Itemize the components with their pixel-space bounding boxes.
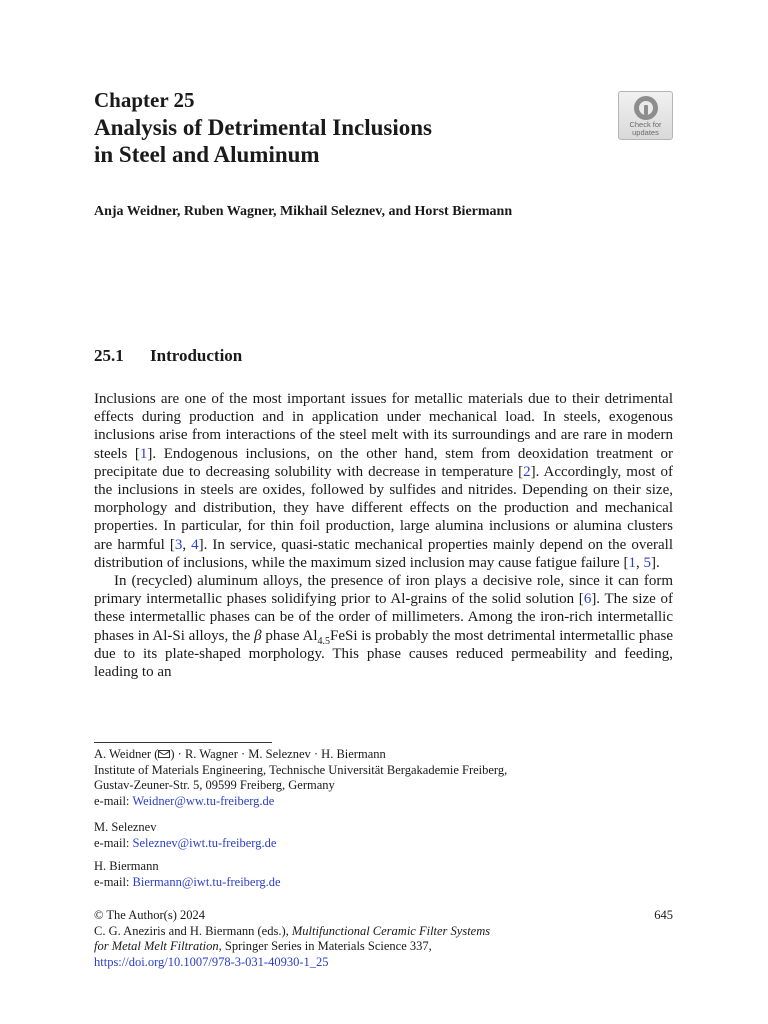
affiliation-block-2 (94, 820, 276, 851)
badge-label (619, 121, 672, 137)
section-title: Introduction (150, 346, 243, 365)
section-number: 25.1 (94, 346, 124, 365)
affiliation-email-line (94, 794, 507, 810)
book-title: for Metal Melt Filtration (94, 939, 219, 954)
text-run: phase Al (261, 627, 318, 644)
chapter-title (94, 114, 432, 168)
affiliation-authors (94, 747, 507, 763)
section-heading (94, 346, 242, 366)
email-label: e-mail: (94, 835, 133, 850)
text-run: , (635, 554, 644, 571)
envelope-icon[interactable] (158, 750, 170, 758)
paragraph-1 (94, 390, 673, 572)
chapter-title-line2: in Steel and Aluminum (94, 142, 320, 167)
email-link[interactable]: Biermann@iwt.tu-freiberg.de (132, 874, 281, 889)
email-link[interactable]: Weidner@ww.tu-freiberg.de (132, 793, 275, 808)
citation-link[interactable]: 3 (174, 536, 183, 553)
badge-label-line2: updates (632, 128, 659, 137)
footnote-rule (94, 742, 272, 743)
page-footer (94, 908, 673, 970)
citation-link[interactable]: 4 (191, 536, 199, 553)
book-title: Multifunctional Ceramic Filter Systems (291, 923, 491, 938)
affiliation-name: H. Biermann (94, 859, 159, 873)
citation-link[interactable]: 6 (583, 591, 592, 608)
citation-line-1 (94, 924, 673, 940)
email-link[interactable]: Seleznev@iwt.tu-freiberg.de (132, 835, 277, 850)
beta-symbol: β (254, 627, 262, 644)
citation-line-2 (94, 939, 673, 955)
doi-line (94, 955, 673, 971)
text-run: Inclusions are one of the most important issues for metallic materials due to their detrimental effects during production and in application under mechanical load. In steels, exogenous inclusions arise from interactions of the steel melt with its surroundings and are rare in modern steels [ (94, 391, 673, 462)
author-list: Anja Weidner, Ruben Wagner, Mikhail Seleznev, and Horst Biermann (94, 204, 513, 219)
affiliation-block-3 (94, 859, 281, 890)
copyright: © The Author(s) 2024 (94, 908, 205, 922)
affiliation-email-line (94, 836, 276, 852)
page-number: 645 (654, 908, 673, 922)
citation-link[interactable]: 1 (139, 445, 148, 462)
body-text (94, 390, 673, 681)
affiliation-address: Gustav-Zeuner-Str. 5, 09599 Freiberg, Germany (94, 778, 335, 793)
citation-link[interactable]: 5 (643, 554, 651, 571)
text-run: A. Weidner ( (94, 747, 159, 761)
text-run: , Springer Series in Materials Science 337, (218, 939, 432, 954)
text-run: ]. In service, quasi-static mechanical properties mainly depend on the overall distribution of inclusions, while the maximum sized inclusion may cause fatigue failure [ (94, 536, 673, 571)
text-run: ) · R. Wagner · M. Seleznev · H. Biermann (170, 747, 386, 761)
text-run: ]. Accordingly, most of the inclusions in steels are oxides, followed by sulfides and nitrides. Depending on their size, morphology and distribution, they have different effects on the production and mechanical properties. In particular, for thin foil production, large alumina inclusions or alumina clusters are harmful [ (94, 463, 673, 553)
check-for-updates-icon (634, 96, 658, 120)
badge-label-line1: Check for (629, 120, 662, 129)
email-label: e-mail: (94, 874, 133, 889)
affiliation-institute: Institute of Materials Engineering, Technische Universität Bergakademie Freiberg, (94, 762, 508, 777)
paragraph-2 (94, 572, 673, 681)
check-for-updates-badge[interactable] (618, 91, 673, 140)
affiliation-block-1 (94, 747, 507, 809)
doi-link[interactable]: https://doi.org/10.1007/978-3-031-40930-1_25 (94, 954, 329, 969)
chapter-label: Chapter 25 (94, 88, 195, 112)
chapter-title-line1: Analysis of Detrimental Inclusions (94, 115, 432, 140)
text-run: C. G. Aneziris and H. Biermann (eds.), (94, 923, 292, 938)
subscript: 4.5 (317, 635, 330, 647)
citation-link[interactable]: 2 (523, 463, 531, 480)
text-run: ]. The size of these intermetallic phases can be of the order of millimeters. Among the iron-rich intermetallic phases in Al-Si alloys, the (94, 591, 673, 644)
affiliation-email-line (94, 875, 281, 891)
affiliation-name: M. Seleznev (94, 820, 157, 834)
text-run: ]. Endogenous inclusions, on the other hand, stem from deoxidation treatment or precipitate due to decreasing solubility with decrease in temperature [ (94, 445, 673, 480)
citation-link[interactable]: 1 (628, 554, 636, 571)
text-run: In (recycled) aluminum alloys, the presence of iron plays a decisive role, since it can form primary intermetallic phases solidifying prior to Al-grains of the solid solution [ (94, 573, 673, 608)
email-label: e-mail: (94, 793, 133, 808)
text-run: ]. (650, 554, 660, 571)
text-run: , (182, 536, 192, 553)
text-run: FeSi is probably the most detrimental intermetallic phase due to its plate-shaped morphology. This phase causes reduced permeability and feeding, leading to an (94, 627, 673, 681)
